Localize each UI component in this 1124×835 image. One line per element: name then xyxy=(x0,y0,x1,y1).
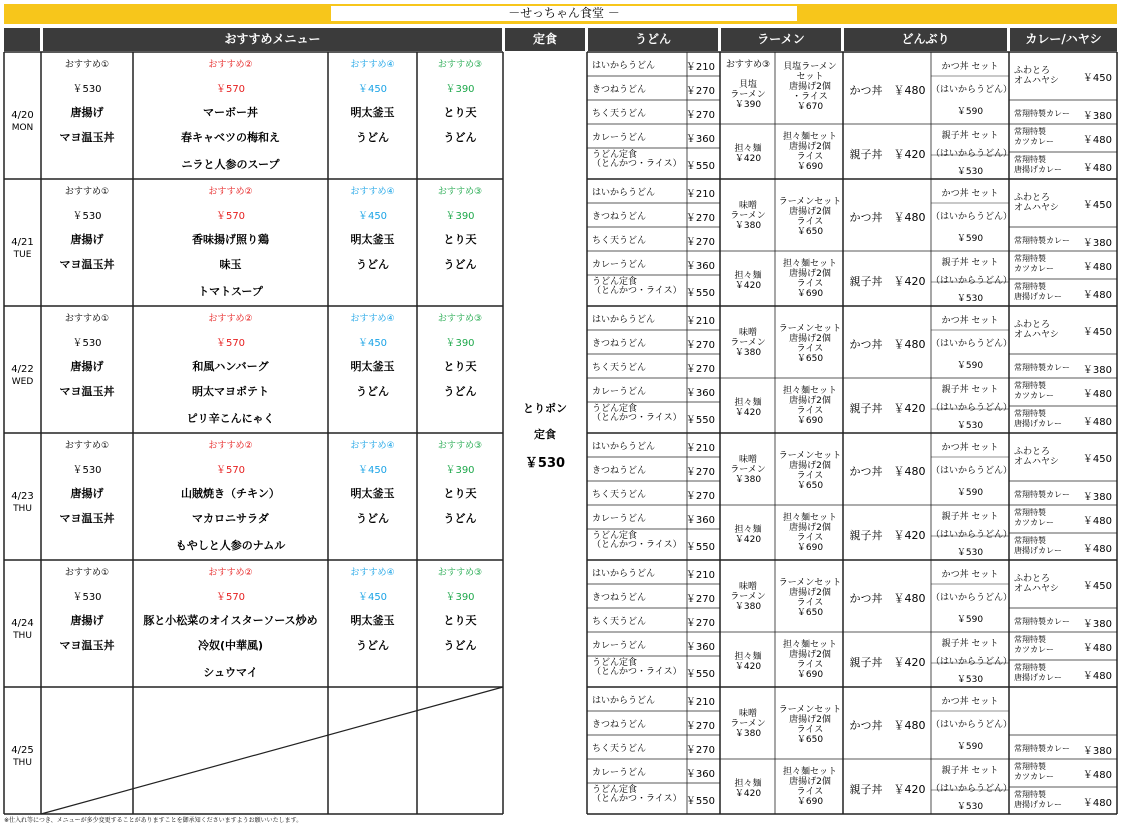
recommend-price: ￥450 xyxy=(357,592,388,603)
udon-price: ￥270 xyxy=(685,110,715,121)
udon-item: カレーうどん xyxy=(592,768,647,778)
udon-item: はいからうどん xyxy=(592,442,656,452)
recommend-label: おすすめ② xyxy=(208,314,253,324)
recommend-price: ￥450 xyxy=(357,211,388,222)
donburi-item: 親子丼 ￥420 xyxy=(849,529,926,542)
recommend-item: マヨ温玉丼 xyxy=(59,639,115,652)
curry-price: ￥380 xyxy=(1082,619,1112,630)
donburi-set: ￥530 xyxy=(956,167,984,177)
udon-item: カレーうどん xyxy=(592,133,647,143)
recommend-item: 唐揚げ xyxy=(70,614,104,627)
udon-price: ￥270 xyxy=(685,721,715,732)
recommend-price: ￥390 xyxy=(445,338,475,349)
day-date: 4/23 xyxy=(11,491,34,502)
recommend-label: おすすめ① xyxy=(64,568,110,578)
recommend-item: とり天 xyxy=(443,614,477,627)
ramen-item: 担々麺 ￥420 xyxy=(734,652,762,672)
curry-item: 常翔特製 唐揚げカレー xyxy=(1014,409,1062,428)
recommend-item: シュウマイ xyxy=(203,666,258,679)
udon-item: ちく天うどん xyxy=(592,109,647,119)
header-curry: カレー/ハヤシ xyxy=(1010,28,1117,51)
curry-item: 常翔特製 カツカレー xyxy=(1014,381,1054,400)
day-of-week: THU xyxy=(13,631,32,641)
udon-price: ￥270 xyxy=(685,745,715,756)
udon-price: ￥270 xyxy=(685,467,715,478)
header-teishoku: 定食 xyxy=(505,28,585,51)
donburi-set: かつ丼 セット xyxy=(941,189,999,199)
curry-item: 常翔特製 カツカレー xyxy=(1014,508,1054,527)
curry-price: ￥450 xyxy=(1082,327,1112,338)
donburi-item: かつ丼 ￥480 xyxy=(849,465,926,478)
donburi-item: かつ丼 ￥480 xyxy=(849,592,926,605)
recommend-item: 唐揚げ xyxy=(70,233,104,246)
curry-item: 常翔特製 唐揚げカレー xyxy=(1014,790,1062,809)
ramen-item: 味噌 ラーメン ￥380 xyxy=(730,455,766,485)
recommend-item: うどん xyxy=(443,639,477,652)
udon-price: ￥360 xyxy=(685,261,715,272)
donburi-set: ￥590 xyxy=(956,488,984,498)
udon-item: うどん定食 （とんかつ・ライス） xyxy=(592,277,682,296)
ramen-item: 味噌 ラーメン ￥380 xyxy=(730,328,766,358)
udon-item: うどん定食 （とんかつ・ライス） xyxy=(592,658,682,677)
header-udon: うどん xyxy=(588,28,718,51)
udon-price: ￥360 xyxy=(685,642,715,653)
curry-item: ふわとろ オムハヤシ xyxy=(1014,447,1059,467)
donburi-set: （はいからうどん） xyxy=(931,212,1013,222)
curry-price: ￥480 xyxy=(1082,671,1112,682)
recommend-item: うどん xyxy=(356,639,389,652)
donburi-set: 親子丼 セット xyxy=(941,258,999,268)
curry-item: 常翔特製 唐揚げカレー xyxy=(1014,663,1062,682)
day-of-week: THU xyxy=(13,758,32,768)
recommend-label: おすすめ③ xyxy=(437,60,483,70)
recommend-item: 香味揚げ照り鶏 xyxy=(192,233,269,246)
day-of-week: WED xyxy=(11,377,34,387)
teishoku-name: とりポン xyxy=(523,402,567,415)
udon-item: カレーうどん xyxy=(592,260,647,270)
recommend-item: ニラと人参のスープ xyxy=(181,158,280,171)
recommend-label: おすすめ② xyxy=(208,187,253,197)
curry-item: ふわとろ オムハヤシ xyxy=(1014,66,1059,86)
curry-price: ￥450 xyxy=(1082,454,1112,465)
recommend-item: 味玉 xyxy=(219,258,242,271)
donburi-set: （はいからうどん） xyxy=(931,403,1013,413)
recommend-price: ￥450 xyxy=(357,338,388,349)
udon-price: ￥550 xyxy=(685,161,715,172)
udon-price: ￥270 xyxy=(685,237,715,248)
ramen-item: 味噌 ラーメン ￥380 xyxy=(730,709,766,739)
recommend-label: おすすめ① xyxy=(64,60,110,70)
recommend-item: うどん xyxy=(356,258,389,271)
recommend-price: ￥570 xyxy=(215,211,246,222)
donburi-set: （はいからうどん） xyxy=(931,530,1013,540)
udon-price: ￥550 xyxy=(685,542,715,553)
curry-price: ￥380 xyxy=(1082,111,1112,122)
recommend-price: ￥530 xyxy=(72,84,102,95)
recommend-item: 唐揚げ xyxy=(70,106,104,119)
curry-price: ￥480 xyxy=(1082,417,1112,428)
recommend-price: ￥390 xyxy=(445,592,475,603)
recommend-price: ￥570 xyxy=(215,338,246,349)
recommend-item: うどん xyxy=(443,131,477,144)
curry-item: 常翔特製カレー xyxy=(1014,363,1070,372)
donburi-set: （はいからうどん） xyxy=(931,339,1013,349)
recommend-item: うどん xyxy=(443,258,477,271)
udon-price: ￥270 xyxy=(685,86,715,97)
udon-price: ￥270 xyxy=(685,491,715,502)
donburi-set: ￥530 xyxy=(956,421,984,431)
udon-item: カレーうどん xyxy=(592,641,647,651)
donburi-set: （はいからうどん） xyxy=(931,149,1013,159)
recommend-label: おすすめ④ xyxy=(350,187,395,197)
recommend-price: ￥530 xyxy=(72,592,102,603)
recommend-label: おすすめ④ xyxy=(350,314,395,324)
recommend-price: ￥450 xyxy=(357,84,388,95)
udon-item: はいからうどん xyxy=(592,569,656,579)
donburi-set: ￥590 xyxy=(956,107,984,117)
recommend-item: 明太釜玉 xyxy=(350,487,395,500)
donburi-set: ￥590 xyxy=(956,615,984,625)
recommend-label: おすすめ① xyxy=(64,441,110,451)
recommend-item: マーボー丼 xyxy=(203,106,258,119)
empty-day-diagonal xyxy=(41,687,503,814)
donburi-set: （はいからうどん） xyxy=(931,85,1013,95)
recommend-item: マヨ温玉丼 xyxy=(59,131,115,144)
ramen-item: おすすめ③ 貝塩 ラーメン ￥390 xyxy=(725,60,771,110)
curry-item: 常翔特製 カツカレー xyxy=(1014,762,1054,781)
udon-price: ￥270 xyxy=(685,618,715,629)
udon-item: はいからうどん xyxy=(592,188,656,198)
curry-item: 常翔特製 唐揚げカレー xyxy=(1014,282,1062,301)
curry-price: ￥480 xyxy=(1082,643,1112,654)
recommend-price: ￥390 xyxy=(445,84,475,95)
udon-item: カレーうどん xyxy=(592,514,647,524)
curry-price: ￥380 xyxy=(1082,746,1112,757)
recommend-label: おすすめ① xyxy=(64,314,110,324)
curry-price: ￥480 xyxy=(1082,262,1112,273)
curry-price: ￥480 xyxy=(1082,770,1112,781)
footnote: ※仕入れ等につき、メニューが多少変更することがありますことを御承知くださいますようお願いいたします。 xyxy=(4,817,303,824)
udon-price: ￥210 xyxy=(685,697,715,708)
teishoku-label: 定食 xyxy=(534,428,556,441)
recommend-item: マカロニサラダ xyxy=(192,512,269,525)
recommend-item: 春キャベツの梅和え xyxy=(181,131,280,144)
title-banner xyxy=(4,4,1117,24)
recommend-label: おすすめ④ xyxy=(350,568,395,578)
donburi-set: 親子丼 セット xyxy=(941,512,999,522)
udon-price: ￥360 xyxy=(685,388,715,399)
ramen-item: 味噌 ラーメン ￥380 xyxy=(730,201,766,231)
recommend-label: おすすめ③ xyxy=(437,568,483,578)
recommend-item: 山賊焼き（チキン） xyxy=(181,487,280,500)
recommend-item: マヨ温玉丼 xyxy=(59,385,115,398)
header-donburi: どんぶり xyxy=(844,28,1007,51)
donburi-item: かつ丼 ￥480 xyxy=(849,211,926,224)
curry-price: ￥380 xyxy=(1082,238,1112,249)
udon-price: ￥270 xyxy=(685,340,715,351)
curry-item: 常翔特製カレー xyxy=(1014,490,1070,499)
donburi-set: かつ丼 セット xyxy=(941,62,999,72)
curry-price: ￥480 xyxy=(1082,290,1112,301)
ramen-item: 担々麺 ￥420 xyxy=(734,398,762,418)
recommend-item: もやしと人参のナムル xyxy=(175,539,286,552)
curry-price: ￥480 xyxy=(1082,516,1112,527)
recommend-item: 明太釜玉 xyxy=(350,106,395,119)
recommend-price: ￥390 xyxy=(445,211,475,222)
recommend-price: ￥570 xyxy=(215,84,246,95)
recommend-label: おすすめ③ xyxy=(437,441,483,451)
recommend-label: おすすめ④ xyxy=(350,60,395,70)
ramen-item: 味噌 ラーメン ￥380 xyxy=(730,582,766,612)
recommend-item: マヨ温玉丼 xyxy=(59,258,115,271)
ramen-set: ラーメンセット 唐揚げ2個 ライス ￥650 xyxy=(778,197,842,237)
header-recommend: おすすめメニュー xyxy=(43,28,502,51)
udon-price: ￥550 xyxy=(685,288,715,299)
donburi-set: かつ丼 セット xyxy=(941,697,999,707)
curry-item: 常翔特製 唐揚げカレー xyxy=(1014,155,1062,174)
curry-price: ￥480 xyxy=(1082,163,1112,174)
curry-item: 常翔特製カレー xyxy=(1014,109,1070,118)
curry-item: 常翔特製 カツカレー xyxy=(1014,254,1054,273)
udon-price: ￥360 xyxy=(685,515,715,526)
recommend-price: ￥570 xyxy=(215,465,246,476)
recommend-item: 明太釜玉 xyxy=(350,233,395,246)
curry-price: ￥380 xyxy=(1082,365,1112,376)
ramen-set: 担々麺セット 唐揚げ2個 ライス ￥690 xyxy=(782,386,837,426)
curry-item: 常翔特製 唐揚げカレー xyxy=(1014,536,1062,555)
donburi-item: かつ丼 ￥480 xyxy=(849,84,926,97)
ramen-item: 担々麺 ￥420 xyxy=(734,271,762,291)
udon-price: ￥360 xyxy=(685,134,715,145)
header-ramen: ラーメン xyxy=(721,28,841,51)
udon-item: ちく天うどん xyxy=(592,744,647,754)
recommend-label: おすすめ③ xyxy=(437,187,483,197)
curry-item: 常翔特製カレー xyxy=(1014,744,1070,753)
donburi-set: 親子丼 セット xyxy=(941,385,999,395)
udon-item: はいからうどん xyxy=(592,61,656,71)
donburi-set: （はいからうどん） xyxy=(931,276,1013,286)
donburi-set: （はいからうどん） xyxy=(931,657,1013,667)
recommend-label: おすすめ④ xyxy=(350,441,395,451)
udon-price: ￥550 xyxy=(685,796,715,807)
recommend-item: 明太マヨポテト xyxy=(192,385,269,398)
donburi-set: 親子丼 セット xyxy=(941,131,999,141)
recommend-price: ￥570 xyxy=(215,592,246,603)
udon-item: カレーうどん xyxy=(592,387,647,397)
recommend-label: おすすめ② xyxy=(208,568,253,578)
recommend-item: うどん xyxy=(356,512,389,525)
udon-item: うどん定食 （とんかつ・ライス） xyxy=(592,404,682,423)
curry-item: ふわとろ オムハヤシ xyxy=(1014,574,1059,594)
udon-price: ￥210 xyxy=(685,316,715,327)
recommend-item: 明太釜玉 xyxy=(350,614,395,627)
ramen-set: 担々麺セット 唐揚げ2個 ライス ￥690 xyxy=(782,259,837,299)
donburi-set: ￥530 xyxy=(956,802,984,812)
donburi-set: 親子丼 セット xyxy=(941,766,999,776)
recommend-item: とり天 xyxy=(443,487,477,500)
curry-price: ￥450 xyxy=(1082,73,1112,84)
recommend-item: うどん xyxy=(443,512,477,525)
curry-price: ￥480 xyxy=(1082,544,1112,555)
donburi-set: かつ丼 セット xyxy=(941,443,999,453)
recommend-price: ￥530 xyxy=(72,338,102,349)
udon-price: ￥210 xyxy=(685,570,715,581)
recommend-item: 唐揚げ xyxy=(70,487,104,500)
recommend-label: おすすめ② xyxy=(208,441,253,451)
recommend-item: とり天 xyxy=(443,360,477,373)
udon-price: ￥270 xyxy=(685,213,715,224)
curry-price: ￥480 xyxy=(1082,389,1112,400)
udon-item: ちく天うどん xyxy=(592,236,647,246)
day-date: 4/20 xyxy=(11,110,34,121)
donburi-set: （はいからうどん） xyxy=(931,720,1013,730)
day-date: 4/21 xyxy=(11,237,34,248)
recommend-item: とり天 xyxy=(443,233,477,246)
donburi-item: かつ丼 ￥480 xyxy=(849,338,926,351)
recommend-label: おすすめ③ xyxy=(437,314,483,324)
recommend-label: おすすめ① xyxy=(64,187,110,197)
donburi-set: ￥590 xyxy=(956,361,984,371)
donburi-set: かつ丼 セット xyxy=(941,570,999,580)
ramen-item: 担々麺 ￥420 xyxy=(734,525,762,545)
donburi-set: ￥530 xyxy=(956,675,984,685)
udon-item: きつねうどん xyxy=(592,720,647,730)
curry-item: ふわとろ オムハヤシ xyxy=(1014,193,1059,213)
header-date-blank xyxy=(4,28,40,51)
curry-price: ￥380 xyxy=(1082,492,1112,503)
donburi-item: 親子丼 ￥420 xyxy=(849,783,926,796)
udon-item: ちく天うどん xyxy=(592,363,647,373)
curry-price: ￥480 xyxy=(1082,135,1112,146)
udon-price: ￥270 xyxy=(685,364,715,375)
udon-price: ￥210 xyxy=(685,62,715,73)
udon-item: きつねうどん xyxy=(592,339,647,349)
donburi-set: （はいからうどん） xyxy=(931,784,1013,794)
ramen-set: ラーメンセット 唐揚げ2個 ライス ￥650 xyxy=(778,578,842,618)
recommend-price: ￥390 xyxy=(445,465,475,476)
curry-price: ￥450 xyxy=(1082,200,1112,211)
ramen-set: ラーメンセット 唐揚げ2個 ライス ￥650 xyxy=(778,451,842,491)
donburi-set: ￥530 xyxy=(956,294,984,304)
donburi-set: かつ丼 セット xyxy=(941,316,999,326)
curry-price: ￥480 xyxy=(1082,798,1112,809)
donburi-item: 親子丼 ￥420 xyxy=(849,656,926,669)
ramen-set: ラーメンセット 唐揚げ2個 ライス ￥650 xyxy=(778,324,842,364)
donburi-set: ￥590 xyxy=(956,234,984,244)
recommend-item: トマトスープ xyxy=(198,285,263,298)
curry-item: 常翔特製 カツカレー xyxy=(1014,635,1054,654)
recommend-price: ￥530 xyxy=(72,465,102,476)
ramen-set: 担々麺セット 唐揚げ2個 ライス ￥690 xyxy=(782,513,837,553)
recommend-item: 和風ハンバーグ xyxy=(192,360,269,373)
day-of-week: THU xyxy=(13,504,32,514)
recommend-item: うどん xyxy=(356,131,389,144)
udon-item: きつねうどん xyxy=(592,466,647,476)
recommend-price: ￥450 xyxy=(357,465,388,476)
ramen-set: 担々麺セット 唐揚げ2個 ライス ￥690 xyxy=(782,640,837,680)
recommend-item: うどん xyxy=(356,385,389,398)
day-date: 4/24 xyxy=(11,618,34,629)
donburi-item: 親子丼 ￥420 xyxy=(849,402,926,415)
donburi-set: ￥590 xyxy=(956,742,984,752)
ramen-item: 担々麺 ￥420 xyxy=(734,144,762,164)
donburi-set: ￥530 xyxy=(956,548,984,558)
recommend-item: 明太釜玉 xyxy=(350,360,395,373)
udon-price: ￥550 xyxy=(685,415,715,426)
ramen-set: 担々麺セット 唐揚げ2個 ライス ￥690 xyxy=(782,132,837,172)
udon-item: きつねうどん xyxy=(592,85,647,95)
recommend-item: ピリ辛こんにゃく xyxy=(186,412,275,425)
udon-item: きつねうどん xyxy=(592,593,647,603)
curry-item: 常翔特製カレー xyxy=(1014,617,1070,626)
donburi-item: 親子丼 ￥420 xyxy=(849,275,926,288)
udon-price: ￥210 xyxy=(685,189,715,200)
recommend-item: マヨ温玉丼 xyxy=(59,512,115,525)
recommend-label: おすすめ② xyxy=(208,60,253,70)
donburi-item: かつ丼 ￥480 xyxy=(849,719,926,732)
day-date: 4/25 xyxy=(11,745,34,756)
day-date: 4/22 xyxy=(11,364,34,375)
ramen-set: 担々麺セット 唐揚げ2個 ライス ￥690 xyxy=(782,767,837,807)
udon-item: うどん定食 （とんかつ・ライス） xyxy=(592,150,682,169)
curry-item: 常翔特製 カツカレー xyxy=(1014,127,1054,146)
curry-price: ￥450 xyxy=(1082,581,1112,592)
udon-item: きつねうどん xyxy=(592,212,647,222)
udon-item: はいからうどん xyxy=(592,315,656,325)
recommend-item: 唐揚げ xyxy=(70,360,104,373)
ramen-set: ラーメンセット 唐揚げ2個 ライス ￥650 xyxy=(778,705,842,745)
curry-item: ふわとろ オムハヤシ xyxy=(1014,320,1059,340)
udon-price: ￥550 xyxy=(685,669,715,680)
udon-item: うどん定食 （とんかつ・ライス） xyxy=(592,531,682,550)
recommend-item: 豚と小松菜のオイスターソース炒め xyxy=(143,614,318,627)
udon-item: ちく天うどん xyxy=(592,490,647,500)
udon-price: ￥360 xyxy=(685,769,715,780)
donburi-set: （はいからうどん） xyxy=(931,593,1013,603)
udon-price: ￥270 xyxy=(685,594,715,605)
ramen-set: 貝塩ラーメン セット 唐揚げ2個 ・ライス ￥670 xyxy=(783,62,837,112)
donburi-set: （はいからうどん） xyxy=(931,466,1013,476)
page-title: －せっちゃん食堂 － xyxy=(331,6,797,21)
curry-item: 常翔特製カレー xyxy=(1014,236,1070,245)
recommend-price: ￥530 xyxy=(72,211,102,222)
donburi-item: 親子丼 ￥420 xyxy=(849,148,926,161)
udon-item: ちく天うどん xyxy=(592,617,647,627)
udon-price: ￥210 xyxy=(685,443,715,454)
recommend-item: とり天 xyxy=(443,106,477,119)
ramen-item: 担々麺 ￥420 xyxy=(734,779,762,799)
recommend-item: 冷奴(中華風) xyxy=(197,639,264,652)
day-of-week: TUE xyxy=(13,250,32,260)
donburi-set: 親子丼 セット xyxy=(941,639,999,649)
teishoku-price: ￥530 xyxy=(524,456,566,471)
recommend-item: うどん xyxy=(443,385,477,398)
udon-item: はいからうどん xyxy=(592,696,656,706)
udon-item: うどん定食 （とんかつ・ライス） xyxy=(592,785,682,804)
day-of-week: MON xyxy=(11,123,34,133)
